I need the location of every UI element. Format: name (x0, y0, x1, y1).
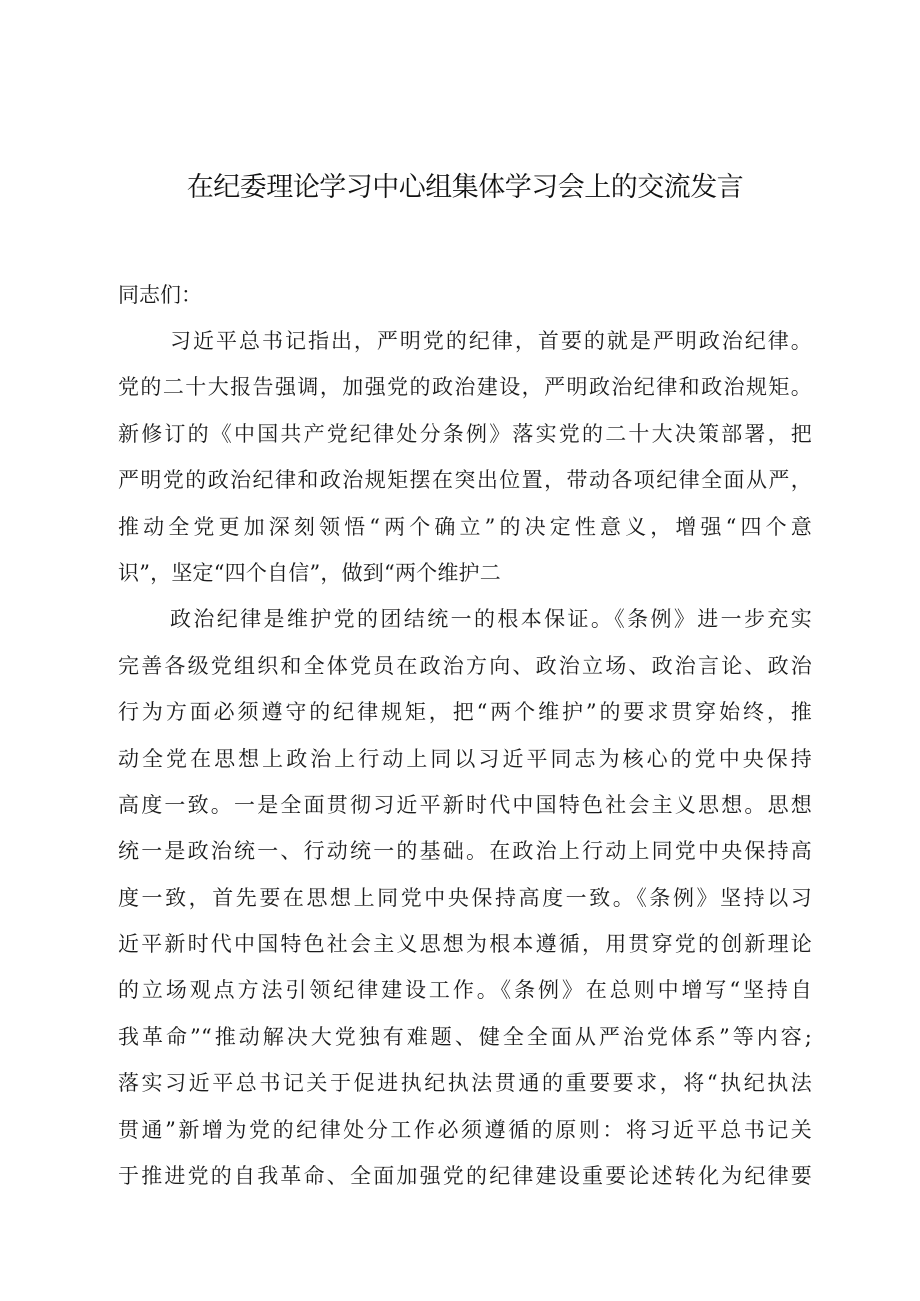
salutation: 同志们： (118, 283, 202, 307)
paragraph-2 (118, 596, 812, 1199)
text-line: 政治纪律是维护党的团结统一的根本保证。《条例》进一步充实 (170, 607, 812, 632)
text-line: 度一致，首先要在思想上同党中央保持高度一致。《条例》坚持以习 (118, 885, 812, 910)
text-line: 行为方面必须遵守的纪律规矩，把“两个维护”的要求贯穿始终，推 (118, 700, 812, 725)
text-line: 统一是政治统一、行动统一的基础。在政治上行动上同党中央保持高 (118, 839, 812, 864)
text-line: 动全党在思想上政治上行动上同以习近平同志为核心的党中央保持 (118, 746, 812, 771)
text-line: 党的二十大报告强调，加强党的政治建设，严明政治纪律和政治规矩。 (118, 375, 812, 400)
text-line: 高度一致。一是全面贯彻习近平新时代中国特色社会主义思想。思想 (118, 792, 812, 817)
text-line: 识”，坚定“四个自信”，做到“两个维护二 (118, 560, 501, 585)
document-body (118, 272, 812, 1199)
text-line: 严明党的政治纪律和政治规矩摆在突出位置，带动各项纪律全面从严， (118, 468, 812, 493)
text-line: 推动全党更加深刻领悟“两个确立”的决定性意义，增强“四个意 (118, 514, 812, 539)
text-line: 于推进党的自我革命、全面加强党的纪律建设重要论述转化为纪律要 (118, 1164, 812, 1189)
text-line: 习近平总书记指出，严明党的纪律，首要的就是严明政治纪律。 (170, 329, 812, 353)
text-line: 贯通”新增为党的纪律处分工作必须遵循的原则：将习近平总书记关 (118, 1117, 812, 1142)
text-line: 完善各级党组织和全体党员在政治方向、政治立场、政治言论、政治 (118, 653, 812, 678)
text-line: 落实习近平总书记关于促进执纪执法贯通的重要要求，将“执纪执法 (118, 1071, 812, 1096)
document-title: 在纪委理论学习中心组集体学习会上的交流发言 (186, 172, 744, 203)
text-line: 我革命”“推动解决大党独有难题、健全全面从严治党体系”等内容; (118, 1024, 812, 1049)
paragraph-1 (118, 318, 812, 596)
text-line: 近平新时代中国特色社会主义思想为根本遵循，用贯穿党的创新理论 (118, 932, 812, 957)
text-line: 新修订的《中国共产党纪律处分条例》落实党的二十大决策部署，把 (118, 421, 812, 446)
text-line: 的立场观点方法引领纪律建设工作。《条例》在总则中增写“坚持自 (118, 978, 812, 1003)
